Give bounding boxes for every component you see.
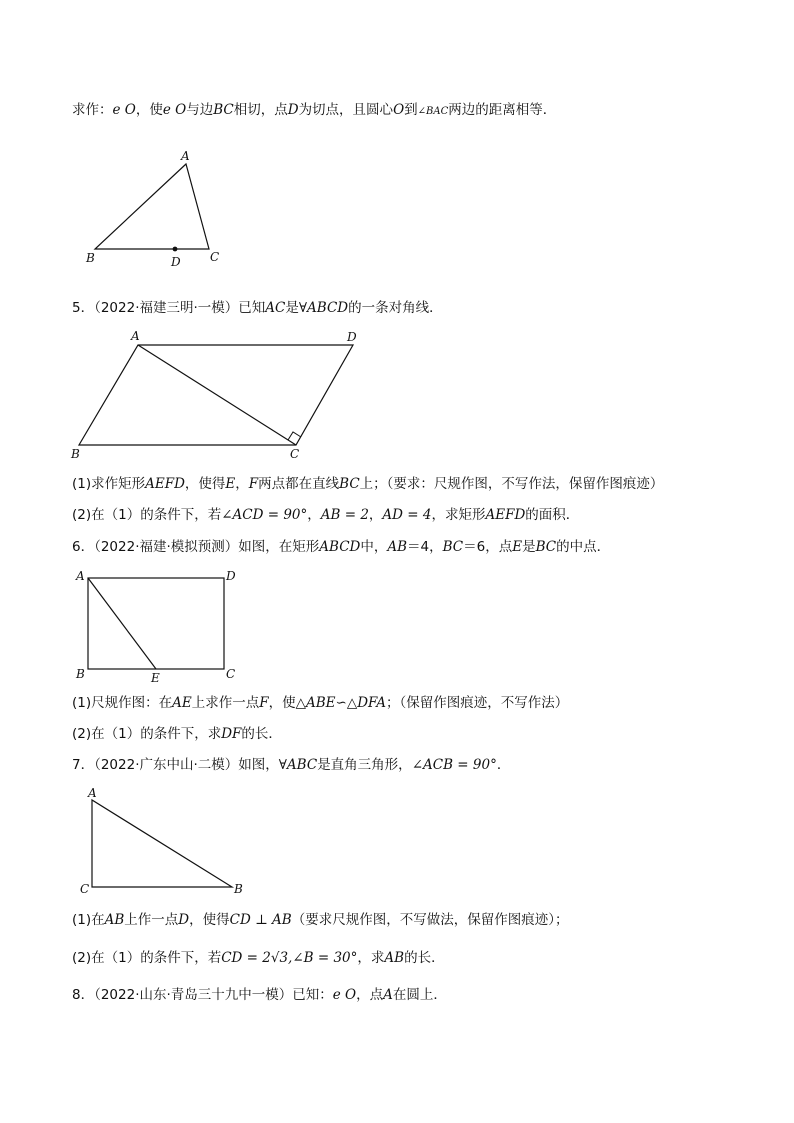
q5-parallelogram-figure bbox=[70, 329, 357, 461]
q7-sub2: (2)在（1）的条件下，若CD = 2√3,∠B = 30°，求AB的长． bbox=[72, 950, 445, 966]
q6-sub1: (1)尺规作图：在AE上求作一点F，使△ABE∽△DFA；（保留作图痕迹，不写作法） bbox=[72, 695, 569, 711]
circle-symbol: e O bbox=[332, 987, 357, 1003]
label-a: A bbox=[131, 329, 140, 343]
triangle-abc bbox=[95, 164, 209, 249]
q4-triangle-figure bbox=[85, 149, 219, 269]
label-c: C bbox=[210, 250, 220, 264]
label-d: D bbox=[347, 330, 357, 344]
label-a: A bbox=[181, 149, 190, 163]
label-b: B bbox=[86, 251, 95, 265]
q7-sub1: (1)在AB上作一点D，使得CD ⊥ AB（要求尺规作图，不写做法，保留作图痕迹）； bbox=[72, 912, 569, 928]
q5-sub2: (2)在（1）的条件下，若∠ACD = 90°，AB = 2，AD = 4，求矩形AEFD的面积． bbox=[72, 507, 580, 523]
q5-header: 5．（2022·福建三明·一模）已知AC是∀ABCD的一条对角线． bbox=[72, 300, 443, 316]
label-c: C bbox=[226, 667, 236, 681]
label-a: A bbox=[76, 569, 85, 583]
label-a: A bbox=[88, 786, 97, 800]
q6-header: 6．（2022·福建·模拟预测）如图，在矩形ABCD中，AB＝4，BC＝6，点E是BC的中点． bbox=[72, 539, 611, 555]
label-c: C bbox=[290, 447, 300, 461]
label-d: D bbox=[226, 569, 236, 583]
q6-rectangle-figure bbox=[75, 569, 236, 685]
label-b: B bbox=[76, 667, 85, 681]
point-d bbox=[173, 247, 178, 252]
triangle-abc bbox=[92, 800, 232, 887]
q8-header: 8．（2022·山东·青岛三十九中一模）已知：e O，点A在圆上． bbox=[72, 987, 447, 1003]
label-b: B bbox=[234, 882, 243, 896]
label-b: B bbox=[71, 447, 80, 461]
label-d: D bbox=[171, 255, 181, 269]
circle-symbol: e O bbox=[162, 102, 187, 118]
circle-symbol: e O bbox=[112, 102, 136, 118]
rectangle-abcd bbox=[88, 578, 224, 669]
q4-instruction: 求作：e O，使e O与边BC相切，点D为切点，且圆心O到∠BAC两边的距离相等． bbox=[72, 102, 557, 118]
diagonal-ac bbox=[138, 345, 296, 445]
q5-sub1: (1)求作矩形AEFD，使得E，F两点都在直线BC上；（要求：尺规作图，不写作法，保留作图痕迹） bbox=[72, 476, 664, 492]
q7-right-triangle-figure bbox=[80, 786, 243, 896]
q6-sub2: (2)在（1）的条件下，求DF的长． bbox=[72, 726, 282, 742]
q7-header: 7．（2022·广东中山·二模）如图，∀ABC是直角三角形，∠ACB = 90°． bbox=[72, 757, 511, 773]
label-e: E bbox=[151, 671, 160, 685]
label-c: C bbox=[80, 882, 90, 896]
segment-ae bbox=[88, 578, 156, 669]
